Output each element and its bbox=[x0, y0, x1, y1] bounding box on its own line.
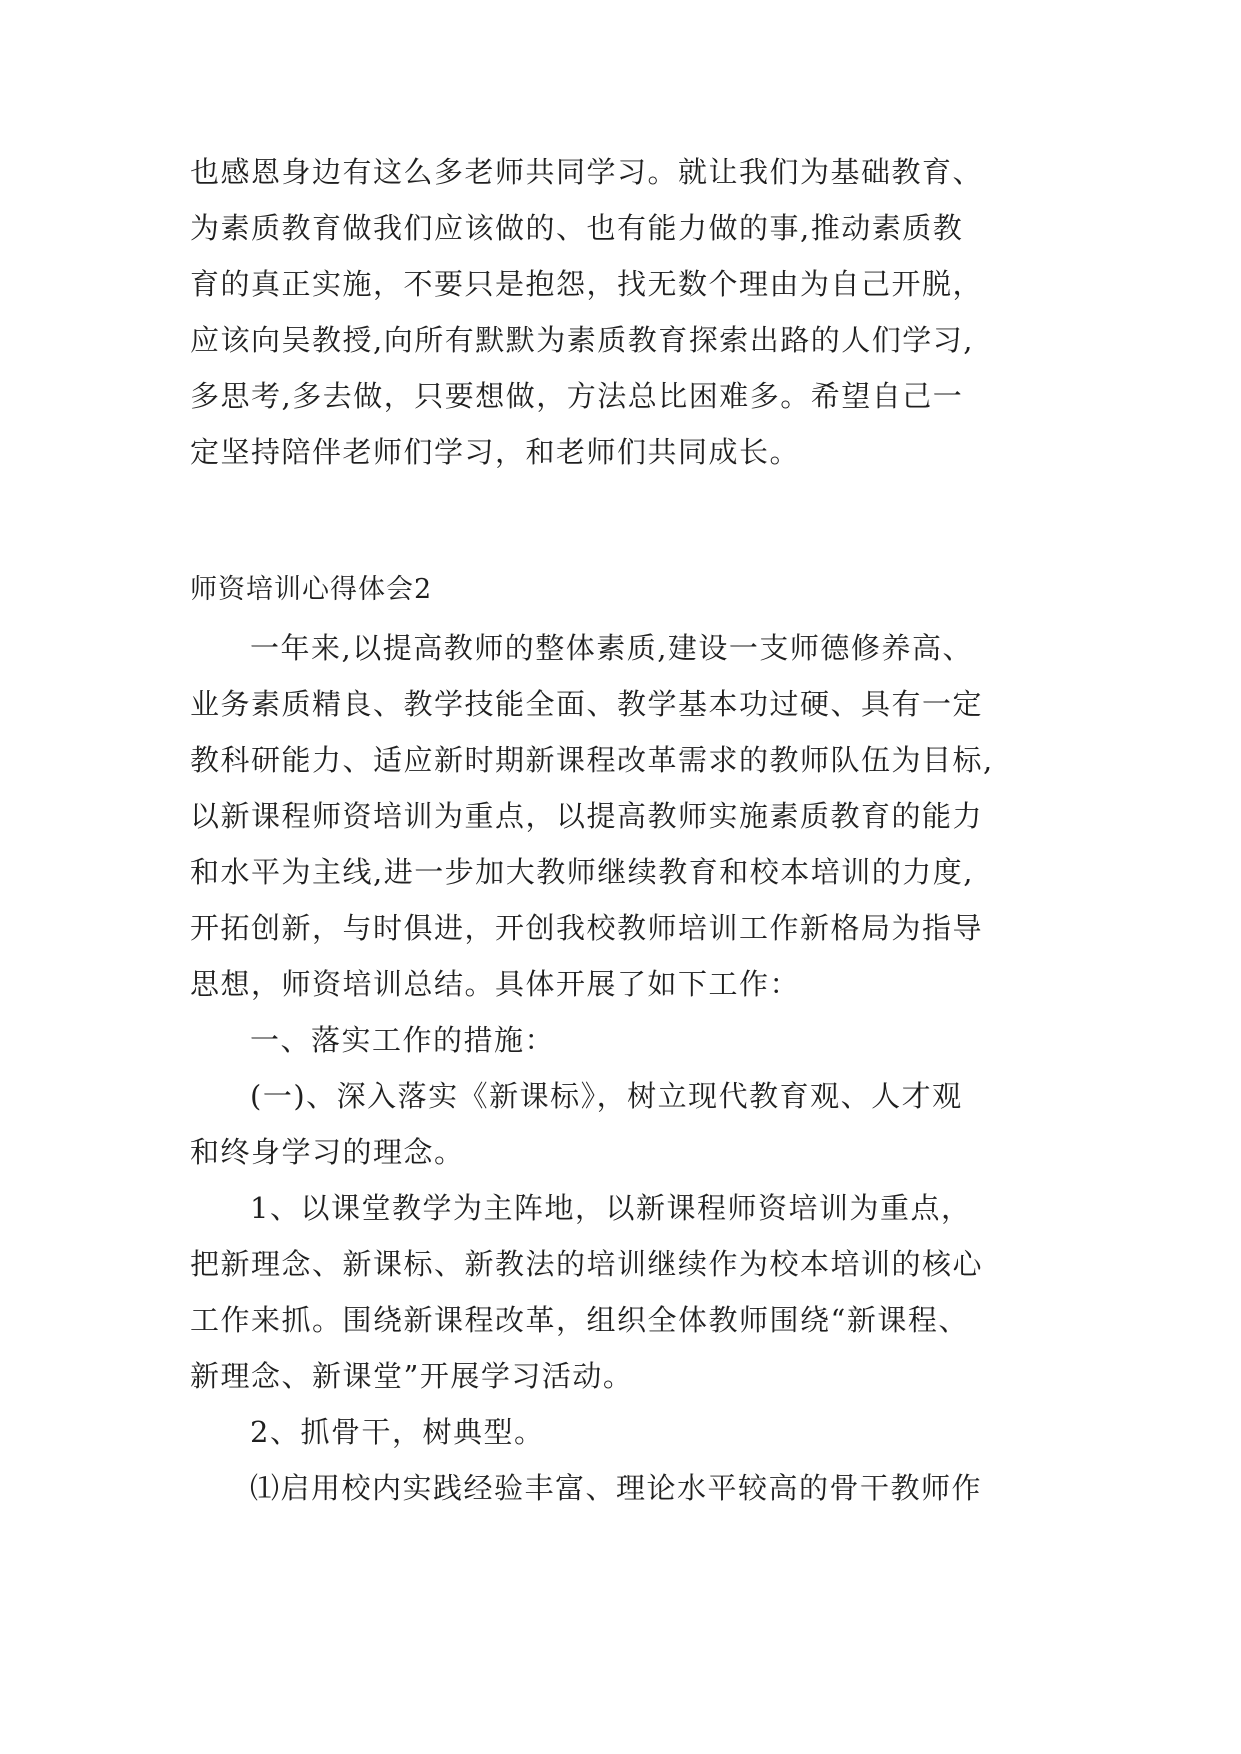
text-line: 多思考,多去做，只要想做，方法总比困难多。希望自己一 bbox=[190, 379, 964, 413]
text-line: 1、以课堂教学为主阵地，以新课程师资培训为重点， bbox=[250, 1191, 972, 1225]
text-line: 育的真正实施，不要只是抱怨，找无数个理由为自己开脱， bbox=[190, 267, 984, 301]
text-line: ⑴启用校内实践经验丰富、理论水平较高的骨干教师作 bbox=[250, 1471, 983, 1505]
text-line: 业务素质精良、教学技能全面、教学基本功过硬、具有一定 bbox=[190, 687, 984, 721]
text-line: (一)、深入落实《新课标》，树立现代教育观、人才观 bbox=[250, 1079, 963, 1113]
text-line: 为素质教育做我们应该做的、也有能力做的事,推动素质教 bbox=[190, 211, 964, 245]
text-line: 开拓创新，与时俱进，开创我校教师培训工作新格局为指导 bbox=[190, 911, 984, 945]
section-title: 师资培训心得体会2 bbox=[190, 574, 433, 605]
text-line: 工作来抓。围绕新课程改革，组织全体教师围绕“新课程、 bbox=[190, 1303, 969, 1337]
text-line: 和水平为主线,进一步加大教师继续教育和校本培训的力度, bbox=[190, 855, 974, 889]
text-line: 一年来,以提高教师的整体素质,建设一支师德修养高、 bbox=[250, 631, 973, 665]
text-line: 应该向吴教授,向所有默默为素质教育探索出路的人们学习, bbox=[190, 323, 974, 357]
text-line: 把新理念、新课标、新教法的培训继续作为校本培训的核心 bbox=[190, 1247, 984, 1281]
text-line: 和终身学习的理念。 bbox=[190, 1135, 465, 1169]
text-line: 思想，师资培训总结。具体开展了如下工作： bbox=[190, 967, 801, 1001]
text-line: 定坚持陪伴老师们学习，和老师们共同成长。 bbox=[190, 435, 801, 469]
text-line: 也感恩身边有这么多老师共同学习。就让我们为基础教育、 bbox=[190, 155, 984, 189]
text-line: 教科研能力、适应新时期新课程改革需求的教师队伍为目标, bbox=[190, 743, 994, 777]
text-line: 一、落实工作的措施： bbox=[250, 1023, 556, 1057]
text-line: 新理念、新课堂”开展学习活动。 bbox=[190, 1359, 634, 1393]
text-line: 以新课程师资培训为重点，以提高教师实施素质教育的能力 bbox=[190, 799, 984, 833]
text-line: 2、抓骨干，树典型。 bbox=[250, 1415, 545, 1449]
